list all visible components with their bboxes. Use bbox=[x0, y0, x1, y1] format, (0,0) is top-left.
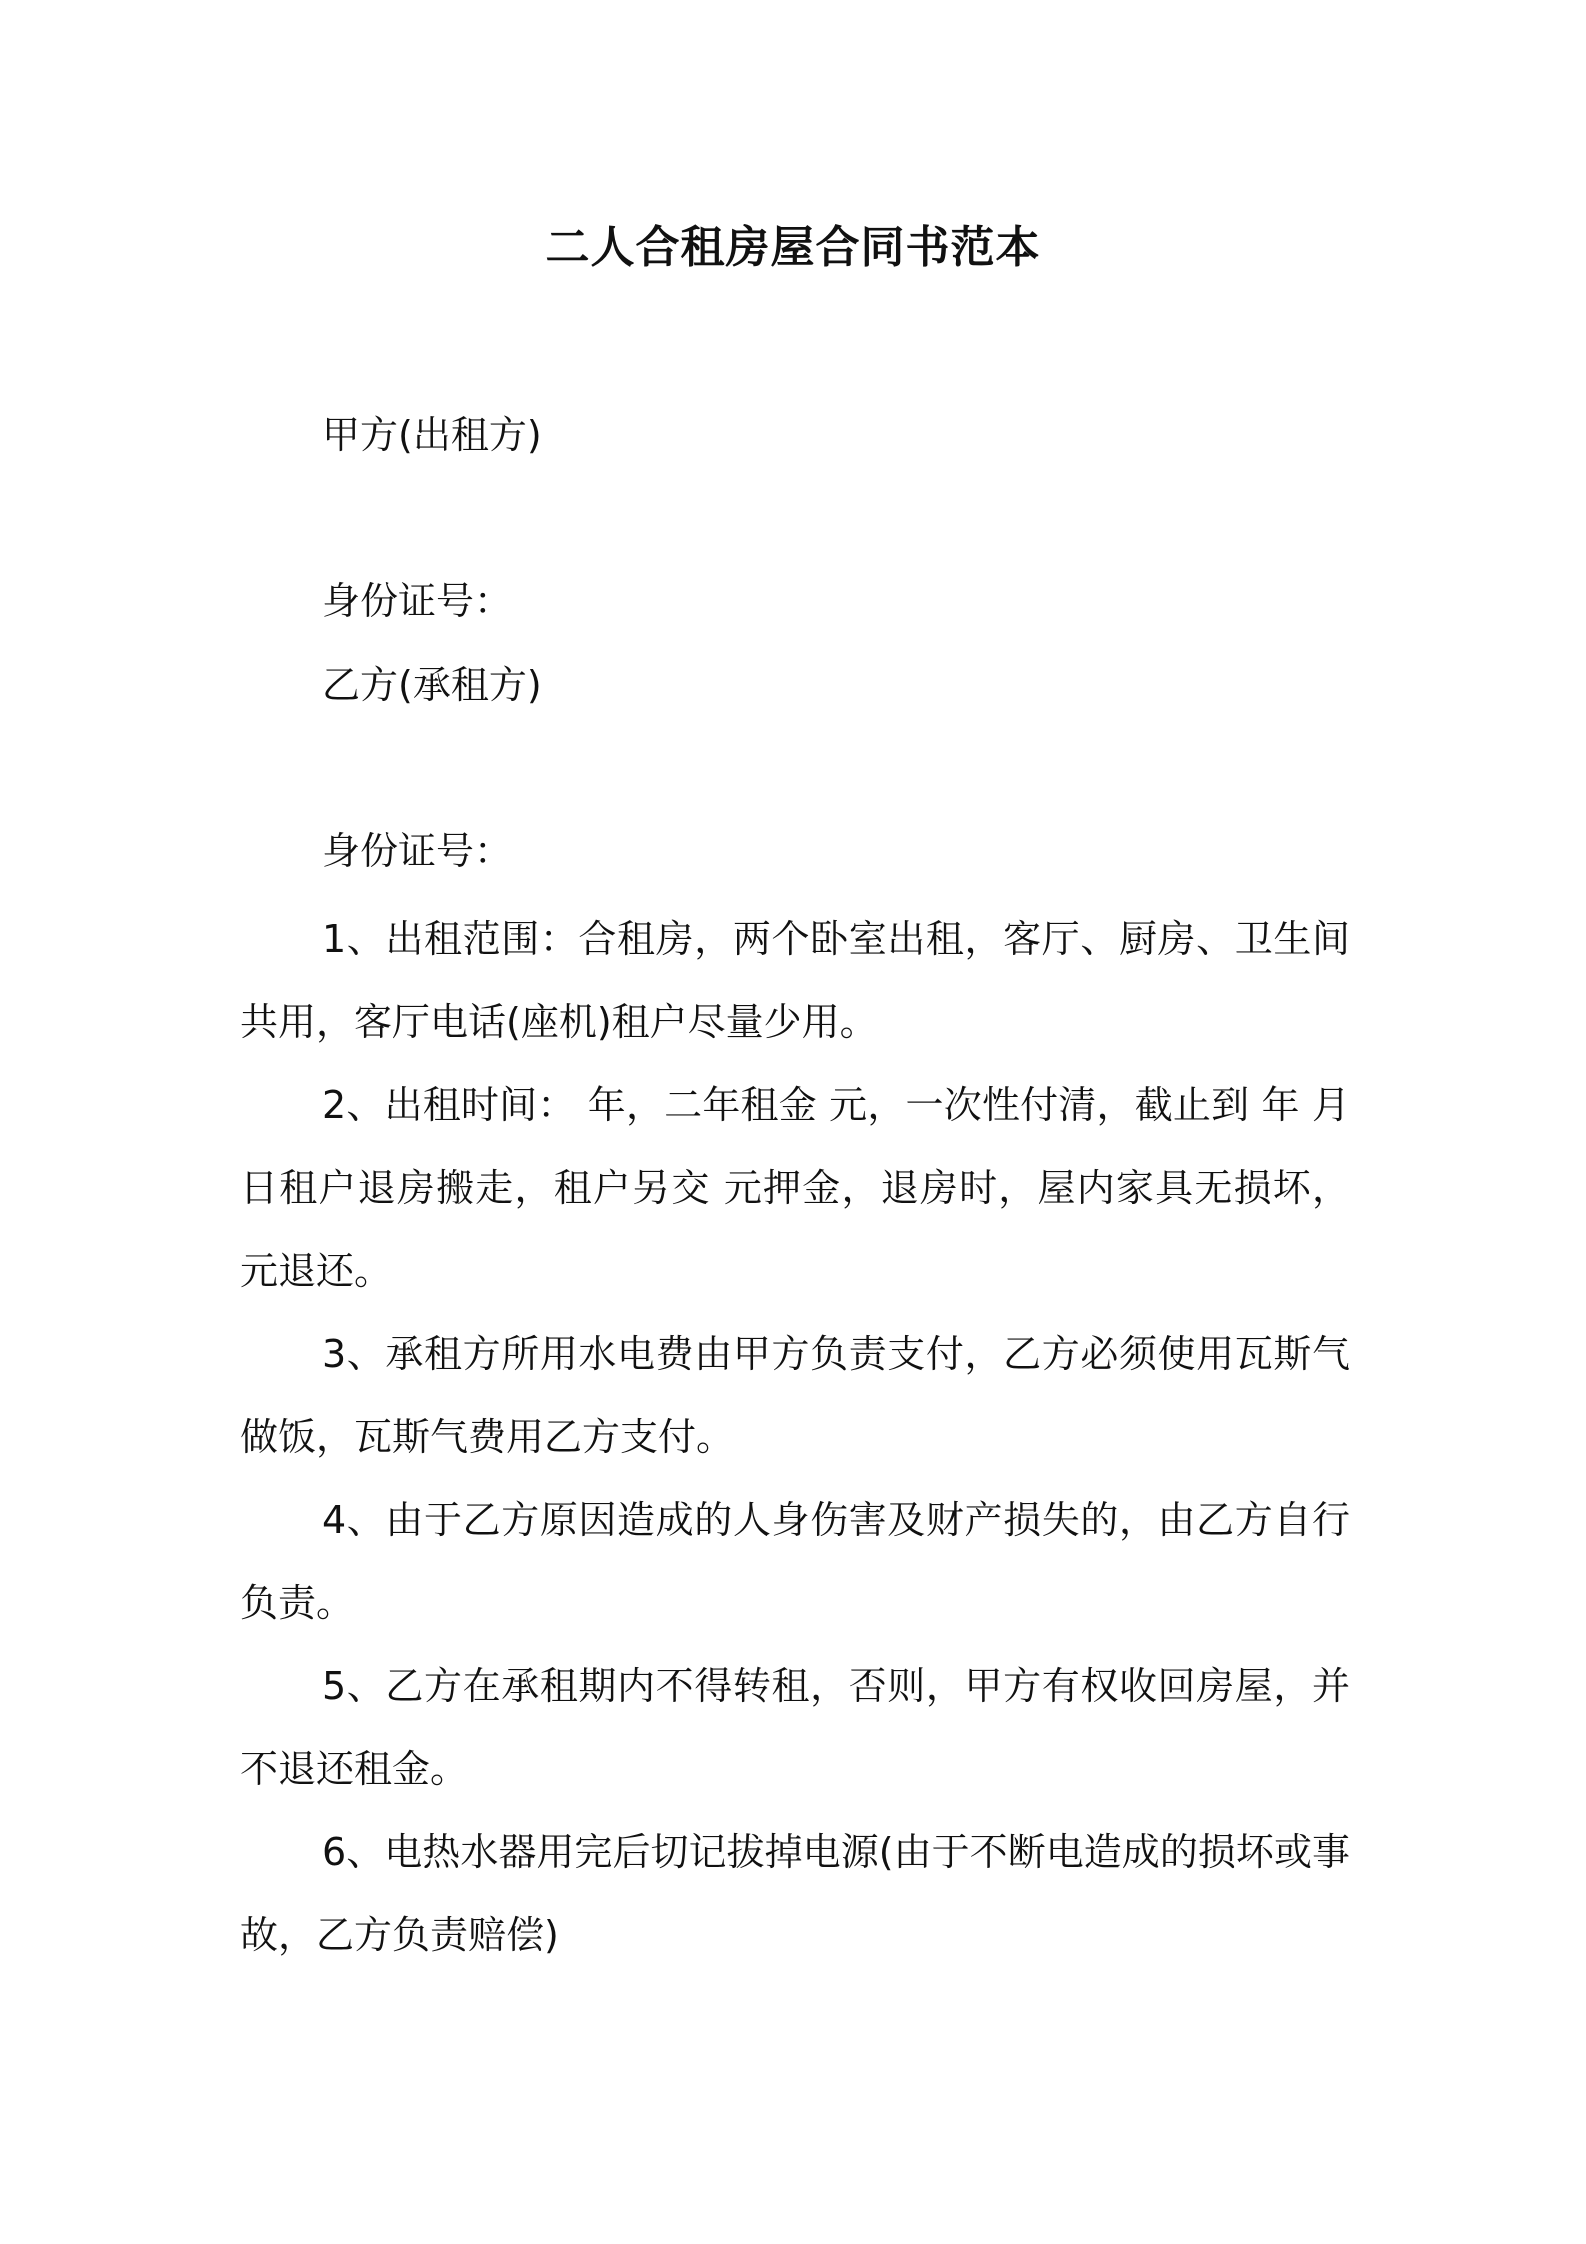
document-title: 二人合租房屋合同书范本 bbox=[545, 222, 1041, 273]
clause-3: 3、承租方所用水电费由甲方负责支付，乙方必须使用瓦斯气做饭，瓦斯气费用乙方支付。 bbox=[240, 1332, 1350, 1459]
clause-5: 5、乙方在承租期内不得转租，否则，甲方有权收回房屋，并不退还租金。 bbox=[240, 1664, 1350, 1791]
clause-2: 2、出租时间： 年，二年租金 元，一次性付清，截止到 年 月 日租户退房搬走，租户另交 元押金，退房时，屋内家具无损坏， 元退还。 bbox=[240, 1083, 1350, 1293]
party-a-label: 甲方(出租方) bbox=[322, 413, 542, 457]
party-b-label: 乙方(承租方) bbox=[322, 663, 542, 707]
clause-1: 1、出租范围：合租房，两个卧室出租，客厅、厨房、卫生间共用，客厅电话(座机)租户尽量少用。 bbox=[240, 917, 1350, 1044]
clause-4: 4、由于乙方原因造成的人身伤害及财产损失的，由乙方自行负责。 bbox=[240, 1498, 1350, 1625]
clause-6: 6、电热水器用完后切记拔掉电源(由于不断电造成的损坏或事故，乙方负责赔偿) bbox=[240, 1830, 1350, 1957]
party-a-id-label: 身份证号： bbox=[322, 579, 513, 623]
party-b-id-label: 身份证号： bbox=[322, 829, 513, 873]
